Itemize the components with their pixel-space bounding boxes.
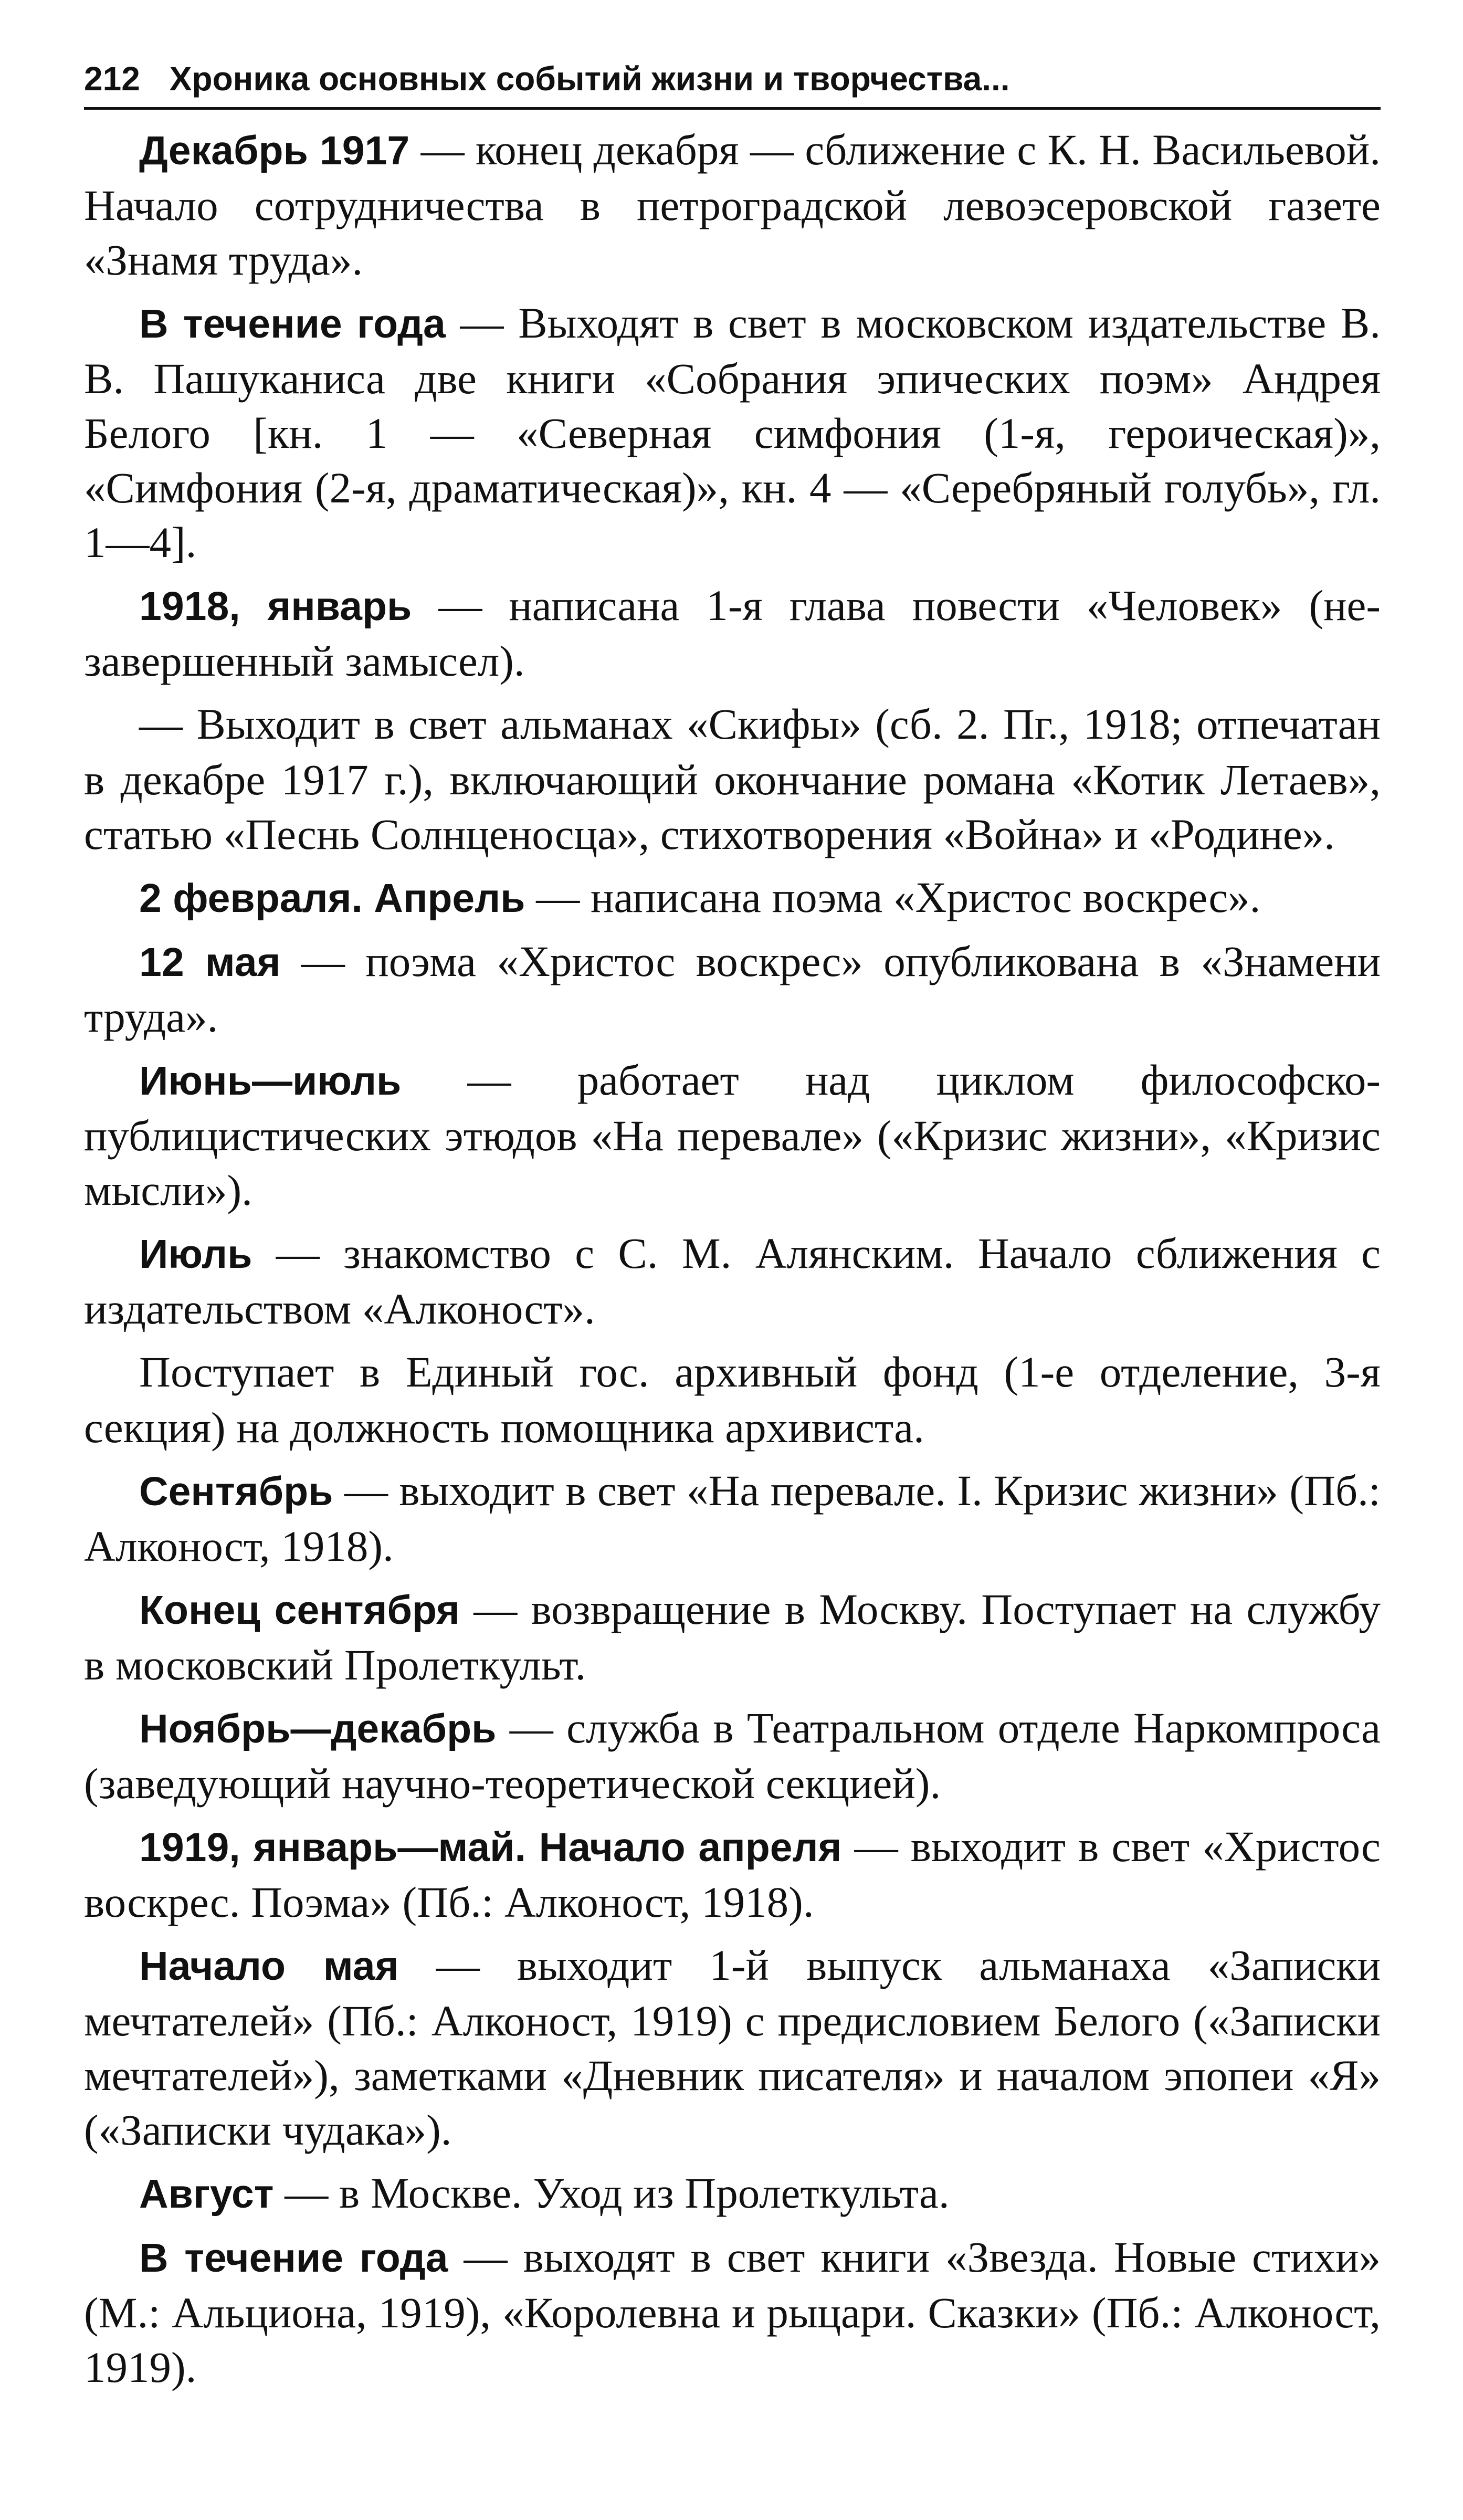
chronicle-entry <box>84 1700 1381 1811</box>
chronicle-entry <box>84 1582 1381 1692</box>
entry-date: Июнь—июль <box>139 1058 402 1104</box>
entry-text: — служба в Театральном отделе Наркомпроса (заведующий научно-теоретической секцией). <box>84 1704 1381 1808</box>
entry-date: В течение года <box>139 301 446 346</box>
chronicle-entry <box>84 1938 1381 2157</box>
entry-text: — работает над циклом философско-публицистических этюдов «На перевале» («Кризис жизни», «Кризис мысли»). <box>84 1056 1381 1214</box>
book-page <box>84 52 1381 2403</box>
entry-date: Ноябрь—декабрь <box>139 1706 497 1751</box>
chronicle-entry <box>84 2230 1381 2395</box>
entry-text: Поступает в Единый гос. архивный фонд (1-е отделение, 3-я секция) на должность помощника архивиста. <box>84 1348 1381 1452</box>
chronicle-entry <box>84 697 1381 862</box>
entry-text: — написана поэма «Христос воскрес». <box>525 873 1261 921</box>
running-title: Хроника основных событий жизни и творчества... <box>169 60 1010 98</box>
chronicle-entry <box>84 1463 1381 1573</box>
entry-date: 2 февраля. Апрель <box>139 876 525 921</box>
entry-date: Начало мая <box>139 1944 399 1989</box>
chronicle-entry <box>84 296 1381 570</box>
entry-text: — выходит в свет «На перевале. I. Кризис жизни» (Пб.: Алконост, 1918). <box>84 1466 1381 1570</box>
entry-date: Август <box>139 2171 274 2217</box>
entry-date: Декабрь 1917 <box>139 128 410 173</box>
entry-date: 1918, январь <box>139 584 412 629</box>
chronicle-entry <box>84 1226 1381 1336</box>
entry-date: Сентябрь <box>139 1469 333 1514</box>
entry-date: 12 мая <box>139 940 281 985</box>
entry-text: — в Москве. Уход из Пролеткульта. <box>273 2169 950 2217</box>
entry-date: Июль <box>139 1232 252 1277</box>
entry-date: В течение года <box>139 2235 448 2281</box>
chronicle-entry <box>84 1345 1381 1455</box>
entry-text: — выходит в свет «Христос воскрес. Поэма» (Пб.: Алконост, 1918). <box>84 1822 1381 1926</box>
entry-text: — выходят в свет книги «Звезда. Новые стихи» (М.: Альциона, 1919), «Королевна и рыцари. Сказки» (Пб.: Алконост, 1919). <box>84 2233 1381 2391</box>
chronicle-entry <box>84 578 1381 688</box>
entry-text: — возвращение в Москву. Поступает на службу в московский Пролеткульт. <box>84 1585 1381 1689</box>
entry-text: — Выходят в свет в московском издательстве В. В. Пашуканиса две книги «Собрания эпических поэм» Андрея Белого [кн. 1 — «Северная симфония (1-я, героическая)», «Симфония (2-я, драматическая)», кн. 4 — «Серебряный голубь», гл. 1—4]. <box>84 299 1381 566</box>
chronicle-entries <box>84 122 1381 2395</box>
chronicle-entry <box>84 1819 1381 1929</box>
chronicle-entry <box>84 870 1381 926</box>
page-number: 212 <box>84 60 140 98</box>
entry-text: — поэма «Христос воскрес» опубликована в «Знамени труда». <box>84 937 1381 1041</box>
chronicle-entry <box>84 2166 1381 2221</box>
chronicle-entry <box>84 1053 1381 1217</box>
chronicle-entry <box>84 934 1381 1044</box>
chronicle-entry <box>84 122 1381 287</box>
entry-text: — выходит 1-й выпуск альманаха «Записки мечтателей» (Пб.: Алконост, 1919) с предисловием Белого («Записки мечтателей»), заметками «Дневник писателя» и началом эпопеи «Я» («Записки чудака»). <box>84 1941 1381 2154</box>
entry-text: — написана 1-я глава повести «Человек» (незавершенный замысел). <box>84 581 1381 685</box>
entry-date: 1919, январь—май. Начало апреля <box>139 1825 842 1870</box>
running-header <box>84 52 1381 110</box>
entry-text: — Выходит в свет альманах «Скифы» (сб. 2. Пг., 1918; отпечатан в декабре 1917 г.), включающий окончание романа «Котик Летаев», статью «Песнь Солнценосца», стихотворения «Война» и «Родине». <box>84 700 1381 858</box>
entry-text: — конец декабря — сближение с К. Н. Васильевой. Начало сотрудничества в петроградской левоэсеровской газете «Знамя труда». <box>84 125 1381 284</box>
entry-date: Конец сентября <box>139 1588 460 1633</box>
entry-text: — знакомство с С. М. Алянским. Начало сближения с издательством «Алконост». <box>84 1229 1381 1333</box>
